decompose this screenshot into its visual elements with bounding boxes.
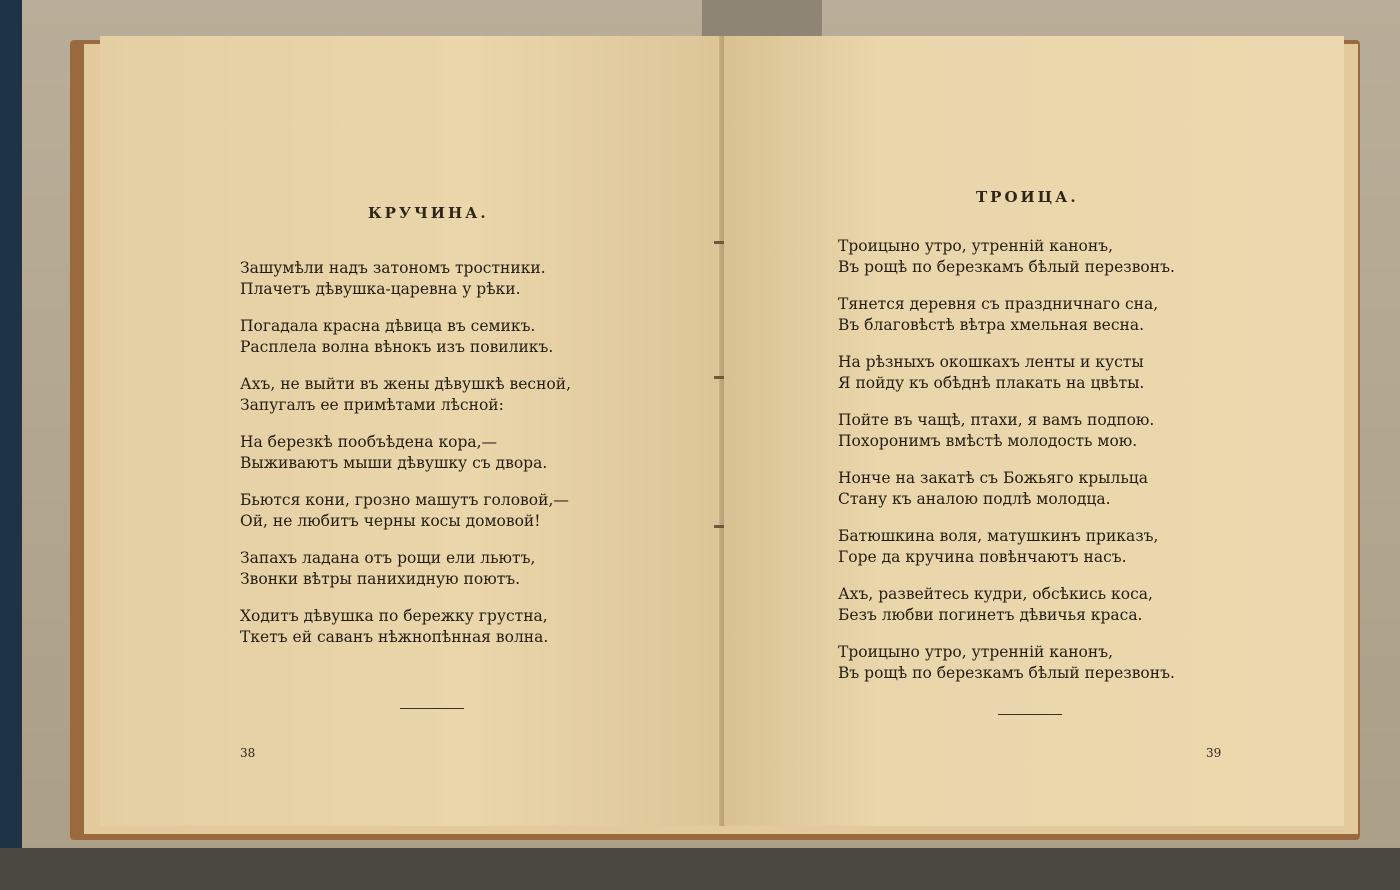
right-poem-body — [838, 236, 1175, 700]
verse-line: Нонче на закатѣ съ Божьяго крыльца — [838, 469, 1148, 487]
verse-line: Зашумѣли надъ затономъ тростники. — [240, 259, 546, 277]
page-number: 38 — [240, 746, 256, 760]
stanza — [240, 258, 571, 300]
stanza — [838, 410, 1175, 452]
page-number: 39 — [1206, 746, 1222, 760]
stanza — [838, 294, 1175, 336]
verse-line: Стану къ аналою подлѣ молодца. — [838, 490, 1111, 508]
verse-line: Я пойду къ обѣднѣ плакать на цвѣты. — [838, 374, 1145, 392]
right-page — [724, 36, 1344, 826]
verse-line: Расплела волна вѣнокъ изъ повиликъ. — [240, 338, 554, 356]
verse-line: Ткетъ ей саванъ нѣжнопѣнная волна. — [240, 628, 549, 646]
stanza — [240, 606, 571, 648]
end-rule — [998, 714, 1062, 715]
verse-line: Бьются кони, грозно машутъ головой,— — [240, 491, 569, 509]
verse-line: На березкѣ пообъѣдена кора,— — [240, 433, 498, 451]
verse-line: Въ благовѣстѣ вѣтра хмельная весна. — [838, 316, 1145, 334]
verse-line: Плачетъ дѣвушка-царевна у рѣки. — [240, 280, 521, 298]
left-poem-title: КРУЧИНА. — [368, 204, 489, 222]
verse-line: Пойте въ чащѣ, птахи, я вамъ подпою. — [838, 411, 1155, 429]
verse-line: Безъ любви погинетъ дѣвичья краса. — [838, 606, 1143, 624]
right-poem-title: ТРОИЦА. — [976, 188, 1079, 206]
verse-line: Погадала красна дѣвица въ семикъ. — [240, 317, 536, 335]
verse-line: Ой, не любитъ черны косы домовой! — [240, 512, 541, 530]
stanza — [240, 374, 571, 416]
verse-line: Ахъ, не выйти въ жены дѣвушкѣ весной, — [240, 375, 572, 393]
stanza — [240, 548, 571, 590]
left-page — [100, 36, 722, 826]
stanza — [838, 352, 1175, 394]
stanza — [240, 432, 571, 474]
verse-line: Троицыно утро, утренній канонъ, — [838, 643, 1113, 661]
background-strip — [0, 0, 22, 890]
verse-line: Звонки вѣтры панихидную поютъ. — [240, 570, 521, 588]
verse-line: Ахъ, развейтесь кудри, обсѣкись коса, — [838, 585, 1153, 603]
verse-line: Троицыно утро, утренній канонъ, — [838, 237, 1113, 255]
verse-line: Въ рощѣ по березкамъ бѣлый перезвонъ. — [838, 258, 1175, 276]
verse-line: Тянется деревня съ праздничнаго сна, — [838, 295, 1159, 313]
table-surface — [0, 848, 1400, 890]
left-poem-body — [240, 258, 571, 664]
verse-line: Выживаютъ мыши дѣвушку съ двора. — [240, 454, 548, 472]
stanza — [240, 490, 571, 532]
verse-line: Въ рощѣ по березкамъ бѣлый перезвонъ. — [838, 664, 1175, 682]
verse-line: На рѣзныхъ окошкахъ ленты и кусты — [838, 353, 1144, 371]
verse-line: Батюшкина воля, матушкинъ приказъ, — [838, 527, 1159, 545]
stanza — [838, 642, 1175, 684]
verse-line: Запугалъ ее примѣтами лѣсной: — [240, 396, 504, 414]
verse-line: Запахъ ладана отъ рощи ели льютъ, — [240, 549, 536, 567]
verse-line: Горе да кручина повѣнчаютъ насъ. — [838, 548, 1127, 566]
stanza — [240, 316, 571, 358]
wrapper-fold — [702, 0, 822, 40]
verse-line: Похоронимъ вмѣстѣ молодость мою. — [838, 432, 1138, 450]
stanza — [838, 526, 1175, 568]
stanza — [838, 584, 1175, 626]
stanza — [838, 468, 1175, 510]
end-rule — [400, 708, 464, 709]
verse-line: Ходитъ дѣвушка по бережку грустна, — [240, 607, 548, 625]
stanza — [838, 236, 1175, 278]
